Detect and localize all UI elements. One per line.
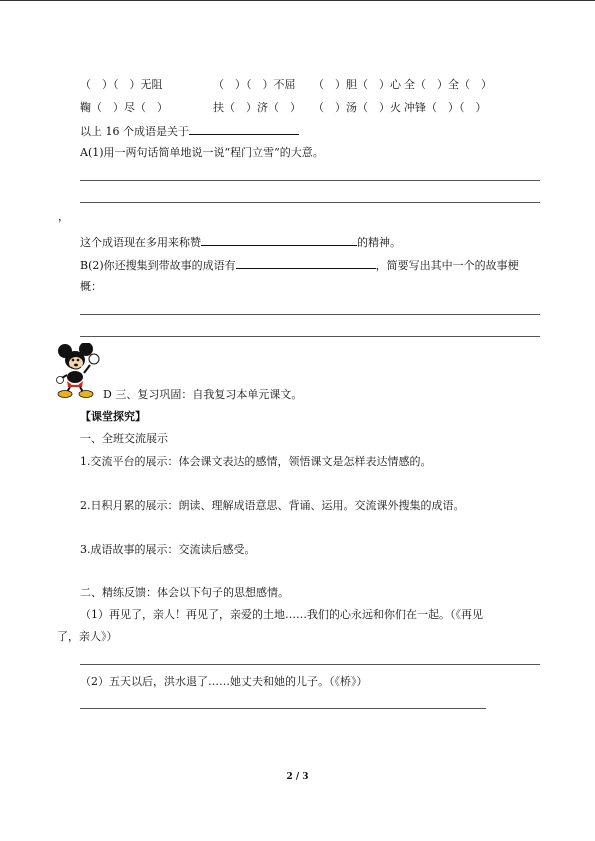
- stray-comma: ，: [58, 210, 69, 223]
- question-b2-suffix: ，简要写出其中一个的故事梗: [375, 259, 519, 272]
- answer-line-b2-1[interactable]: [80, 314, 540, 315]
- answer-line-q2[interactable]: [80, 708, 486, 709]
- classroom-inquiry-title: 【课堂探究】: [80, 410, 146, 423]
- idiom-blank-2: （ ）（ ）不屈: [213, 78, 296, 91]
- idiom-blank-4: 全（ ）全（ ）: [404, 78, 492, 91]
- page-top-border: [0, 0, 595, 1]
- idiom-blank-6: 扶（ ）济（ ）: [213, 101, 301, 114]
- part2-q2: （2）五天以后，洪水退了……她丈夫和她的儿子。（《桥》）: [80, 675, 368, 688]
- part2-q1-line2: 了，亲人》）: [57, 630, 118, 643]
- part1-item-1: 1.交流平台的展示：体会课文表达的感情，领悟课文是怎样表达情感的。: [80, 455, 432, 468]
- idiom-story-blank[interactable]: [236, 257, 376, 269]
- answer-line-b2-2[interactable]: [80, 336, 540, 337]
- question-a1: A(1)用一两句话简单地说一说“程门立雪”的大意。: [80, 146, 324, 159]
- idioms-about-label: 以上 16 个成语是关于: [80, 125, 189, 138]
- answer-line-a1-1[interactable]: [80, 180, 540, 181]
- idiom-blank-8: 冲锋（ ）（ ）: [404, 101, 487, 114]
- part2-heading: 二、精练反馈：体会以下句子的思想感情。: [80, 586, 289, 599]
- idiom-blank-7: （ ）汤（ ）火: [313, 101, 401, 114]
- praise-blank[interactable]: [201, 234, 357, 246]
- answer-line-q1[interactable]: [80, 664, 540, 665]
- part1-item-2: 2.日积月累的展示：朗读、理解成语意思、背诵、运用。交流课外搜集的成语。: [80, 499, 465, 512]
- praise-label: 这个成语现在多用来称赞: [80, 236, 201, 249]
- question-b2-label: B(2)你还搜集到带故事的成语有: [80, 259, 236, 272]
- idiom-blank-1: （ ）（ ）无阻: [80, 78, 163, 91]
- idioms-about-blank[interactable]: [189, 123, 299, 135]
- part2-q1-line1: （1）再见了，亲人！再见了，亲爱的土地……我们的心永远和你们在一起。（《再见: [80, 608, 483, 621]
- page-number: 2 / 3: [286, 772, 309, 782]
- answer-line-a1-2[interactable]: [80, 202, 540, 203]
- question-b2: [80, 257, 519, 273]
- praise-suffix: 的精神。: [357, 236, 401, 249]
- question-b2-cont: 概：: [80, 280, 102, 293]
- mickey-mouse-icon: [56, 343, 102, 399]
- review-task: D 三、复习巩固：自我复习本单元课文。: [103, 388, 303, 401]
- idiom-blank-5: 鞠（ ）尽（ ）: [80, 101, 168, 114]
- praise-line: [80, 234, 401, 250]
- idioms-about-line: [80, 123, 299, 139]
- part1-heading: 一、全班交流展示: [80, 432, 168, 445]
- part1-item-3: 3.成语故事的展示：交流读后感受。: [80, 543, 256, 556]
- idiom-blank-3: （ ）胆（ ）心: [313, 78, 401, 91]
